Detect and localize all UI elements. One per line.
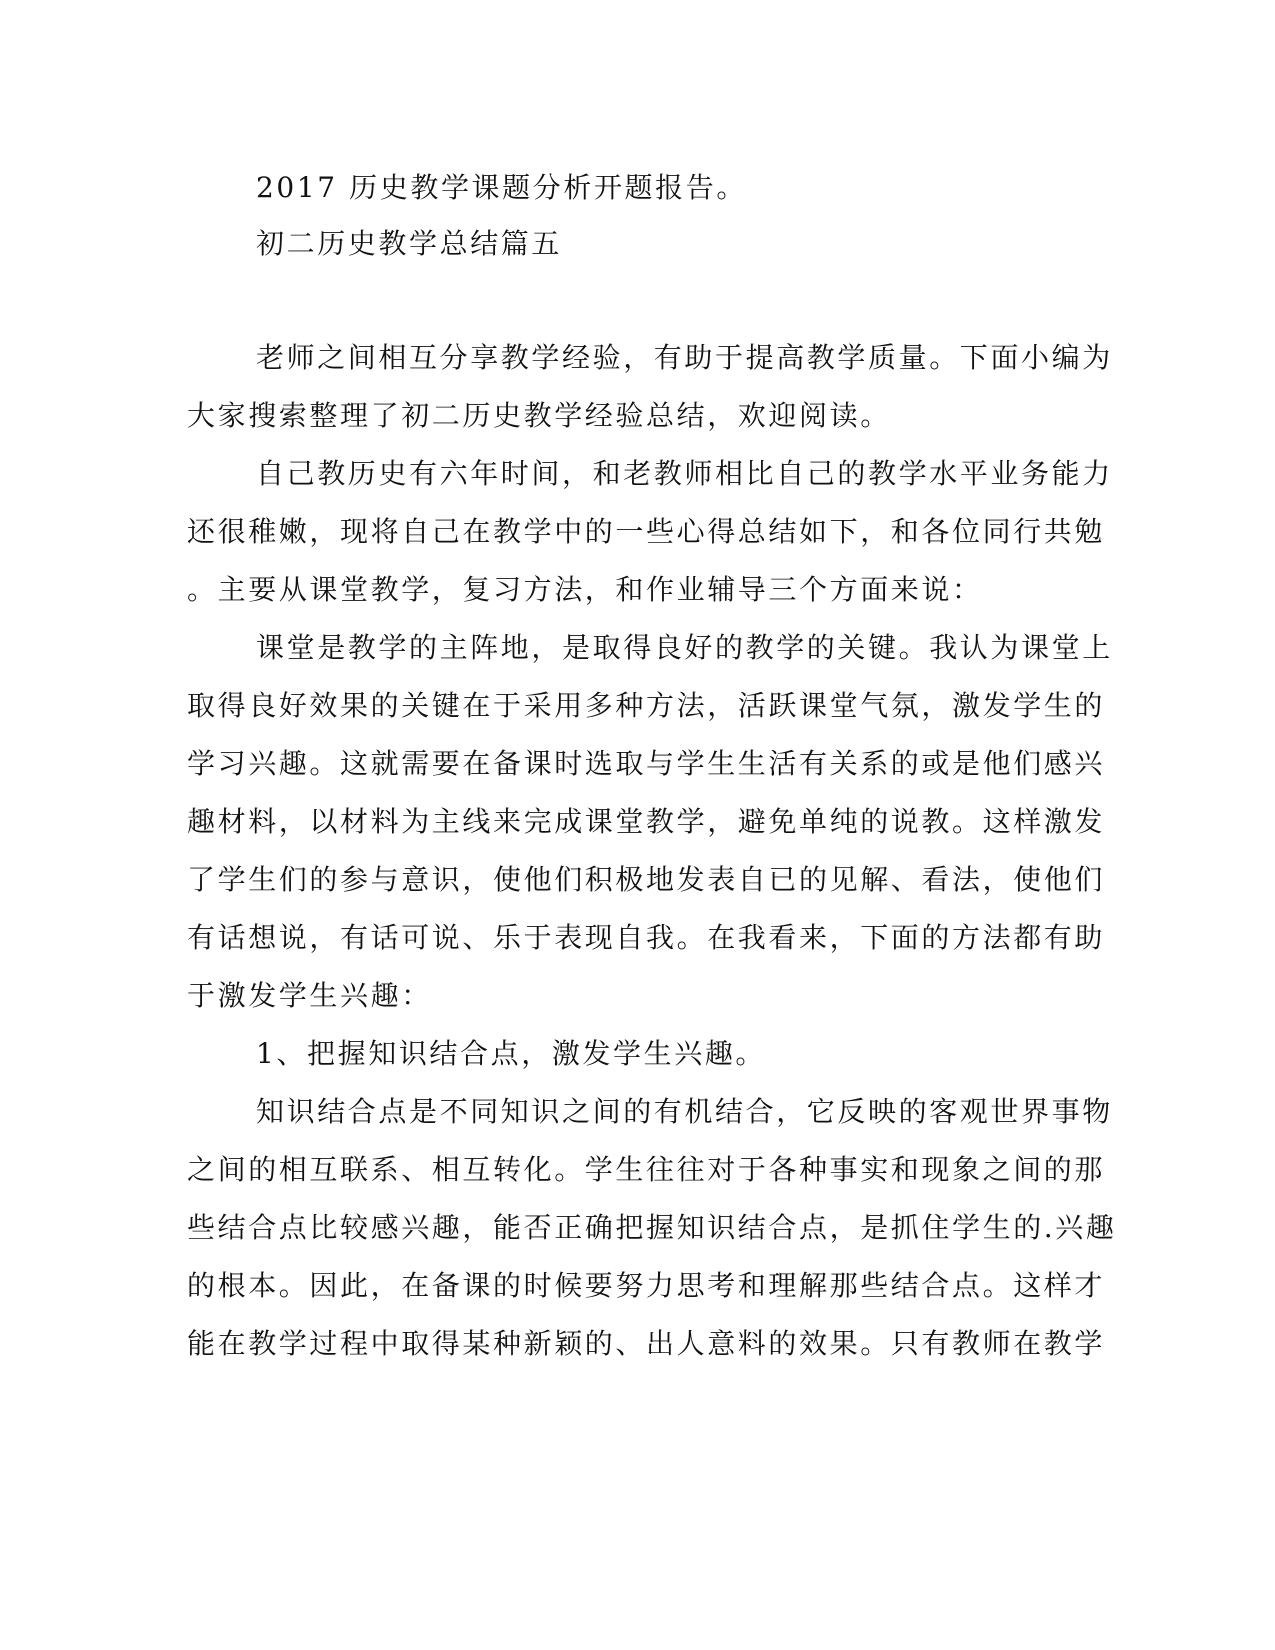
document-title-line: 2017 历史教学课题分析开题报告。	[256, 171, 747, 204]
paragraph-line: 老师之间相互分享教学经验，有助于提高教学质量。下面小编为	[256, 341, 1113, 374]
paragraph-line: 于激发学生兴趣：	[187, 979, 432, 1012]
paragraph-line: 大家搜索整理了初二历史教学经验总结，欢迎阅读。	[187, 399, 891, 432]
numbered-point-line: 1、把握知识结合点，激发学生兴趣。	[256, 1037, 767, 1070]
paragraph-line: 取得良好效果的关键在于采用多种方法，活跃课堂气氛，激发学生的	[187, 689, 1106, 722]
paragraph-line: 。主要从课堂教学，复习方法，和作业辅导三个方面来说：	[187, 573, 983, 606]
section-heading: 初二历史教学总结篇五	[256, 227, 563, 260]
paragraph-line: 还很稚嫩，现将自己在教学中的一些心得总结如下，和各位同行共勉	[187, 515, 1106, 548]
paragraph-line: 趣材料，以材料为主线来完成课堂教学，避免单纯的说教。这样激发	[187, 805, 1106, 838]
paragraph-line: 知识结合点是不同知识之间的有机结合，它反映的客观世界事物	[256, 1095, 1113, 1128]
paragraph-line: 些结合点比较感兴趣，能否正确把握知识结合点，是抓住学生的.兴趣	[187, 1211, 1117, 1244]
paragraph-line: 能在教学过程中取得某种新颖的、出人意料的效果。只有教师在教学	[187, 1327, 1106, 1360]
paragraph-line: 之间的相互联系、相互转化。学生往往对于各种事实和现象之间的那	[187, 1153, 1106, 1186]
paragraph-line: 自己教历史有六年时间，和老教师相比自己的教学水平业务能力	[256, 457, 1113, 490]
paragraph-line: 学习兴趣。这就需要在备课时选取与学生生活有关系的或是他们感兴	[187, 747, 1106, 780]
paragraph-line: 的根本。因此，在备课的时候要努力思考和理解那些结合点。这样才	[187, 1269, 1106, 1302]
paragraph-line: 课堂是教学的主阵地，是取得良好的教学的关键。我认为课堂上	[256, 631, 1113, 664]
paragraph-line: 了学生们的参与意识，使他们积极地发表自已的见解、看法，使他们	[187, 863, 1106, 896]
paragraph-line: 有话想说，有话可说、乐于表现自我。在我看来，下面的方法都有助	[187, 921, 1106, 954]
